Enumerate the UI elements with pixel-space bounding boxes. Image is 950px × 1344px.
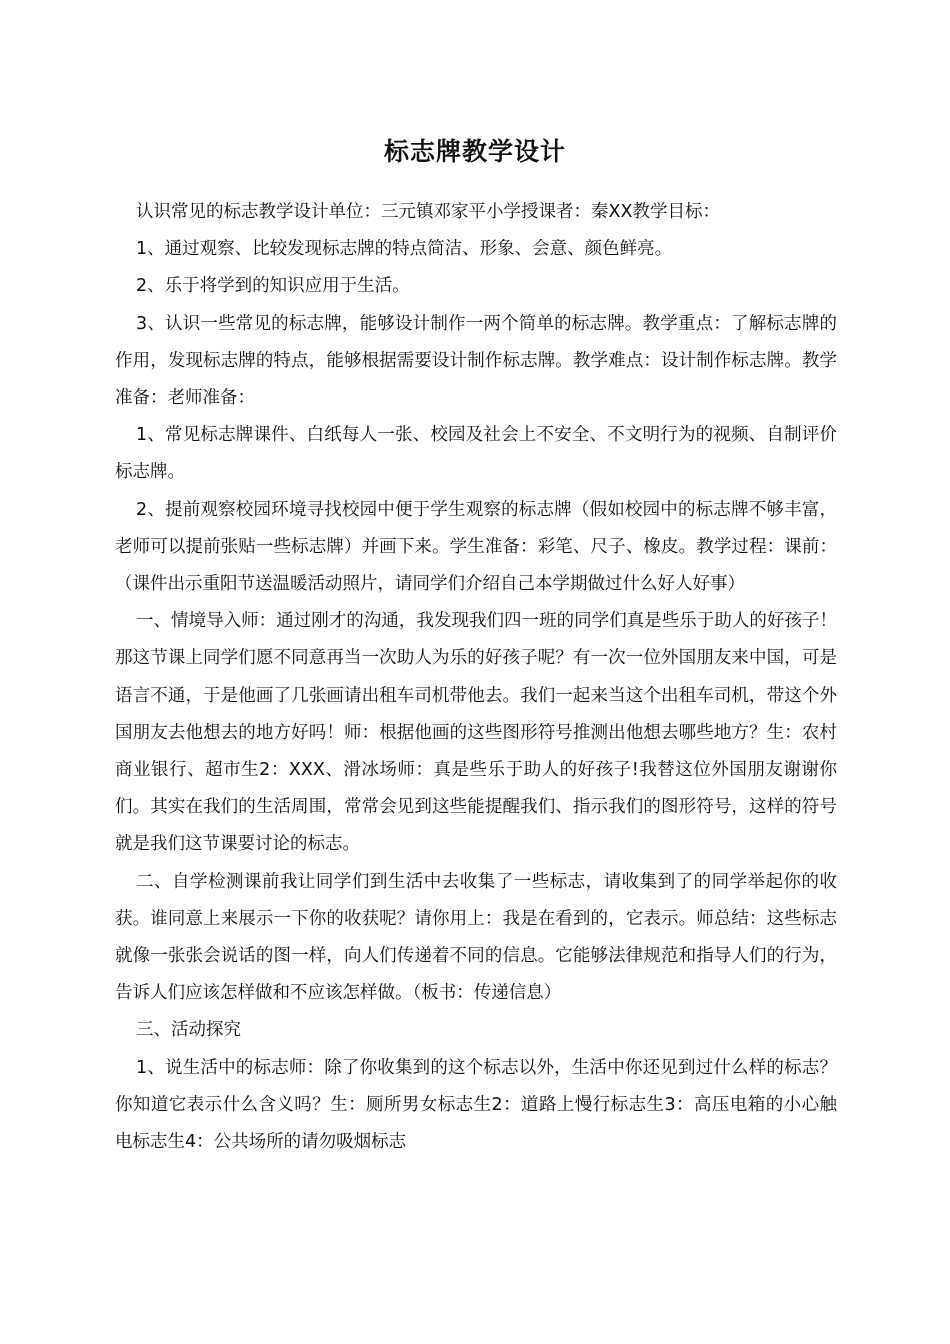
- paragraph-prep-1: 1、常见标志牌课件、白纸每人一张、校园及社会上不安全、不文明行为的视频、自制评价标志牌。: [115, 425, 837, 483]
- paragraph-section-2: 二、自学检测课前我让同学们到生活中去收集了一些标志，请收集到了的同学举起你的收获。谁同意上来展示一下你的收获呢？请你用上：我是在看到的，它表示。师总结：这些标志就像一张张会说话的图一样，向人们传递着不同的信息。它能够法律规范和指导人们的行为，告诉人们应该怎样做和不应该怎样做。（板书：传递信息）: [115, 871, 837, 1004]
- document-title: 标志牌教学设计: [383, 137, 566, 166]
- paragraph-section-1: 一、情境导入师：通过刚才的沟通，我发现我们四一班的同学们真是些乐于助人的好孩子！那这节课上同学们愿不同意再当一次助人为乐的好孩子呢？有一次一位外国朋友来中国，可是语言不通，于是他画了几张画请出租车司机带他去。我们一起来当这个出租车司机，带这个外国朋友去他想去的地方好吗！师：根据他画的这些图形符号推测出他想去哪些地方？生：农村商业银行、超市生2：XXX、滑冰场师：真是些乐于助人的好孩子!我替这位外国朋友谢谢你们。其实在我们的生活周围，常常会见到这些能提醒我们、指示我们的图形符号，这样的符号就是我们这节课要讨论的标志。: [115, 611, 837, 855]
- paragraph-section-3-heading: 三、活动探究: [136, 1020, 241, 1041]
- document-body: [115, 194, 837, 1161]
- paragraph-goal-1: 1、通过观察、比较发现标志牌的特点简洁、形象、会意、颜色鲜亮。: [136, 239, 673, 260]
- paragraph-activity-1: 1、说生活中的标志师：除了你收集到的这个标志以外，生活中你还见到过什么样的标志？你知道它表示什么含义吗？生：厕所男女标志生2：道路上慢行标志生3：高压电箱的小心触电标志生4：公共场所的请勿吸烟标志: [115, 1057, 837, 1153]
- paragraph-goal-2: 2、乐于将学到的知识应用于生活。: [136, 276, 410, 297]
- paragraph-intro: 认识常见的标志教学设计单位：三元镇邓家平小学授课者：秦XX教学目标：: [136, 202, 720, 222]
- paragraph-goal-3: 3、认识一些常见的标志牌，能够设计制作一两个简单的标志牌。教学重点：了解标志牌的作用，发现标志牌的特点，能够根据需要设计制作标志牌。教学难点：设计制作标志牌。教学准备：老师准备：: [115, 313, 837, 409]
- paragraph-prep-2: 2、提前观察校园环境寻找校园中便于学生观察的标志牌（假如校园中的标志牌不够丰富，老师可以提前张贴一些标志牌）并画下来。学生准备：彩笔、尺子、橡皮。教学过程：课前：（课件出示重阳节送温暖活动照片，请同学们介绍自己本学期做过什么好人好事）: [115, 499, 837, 595]
